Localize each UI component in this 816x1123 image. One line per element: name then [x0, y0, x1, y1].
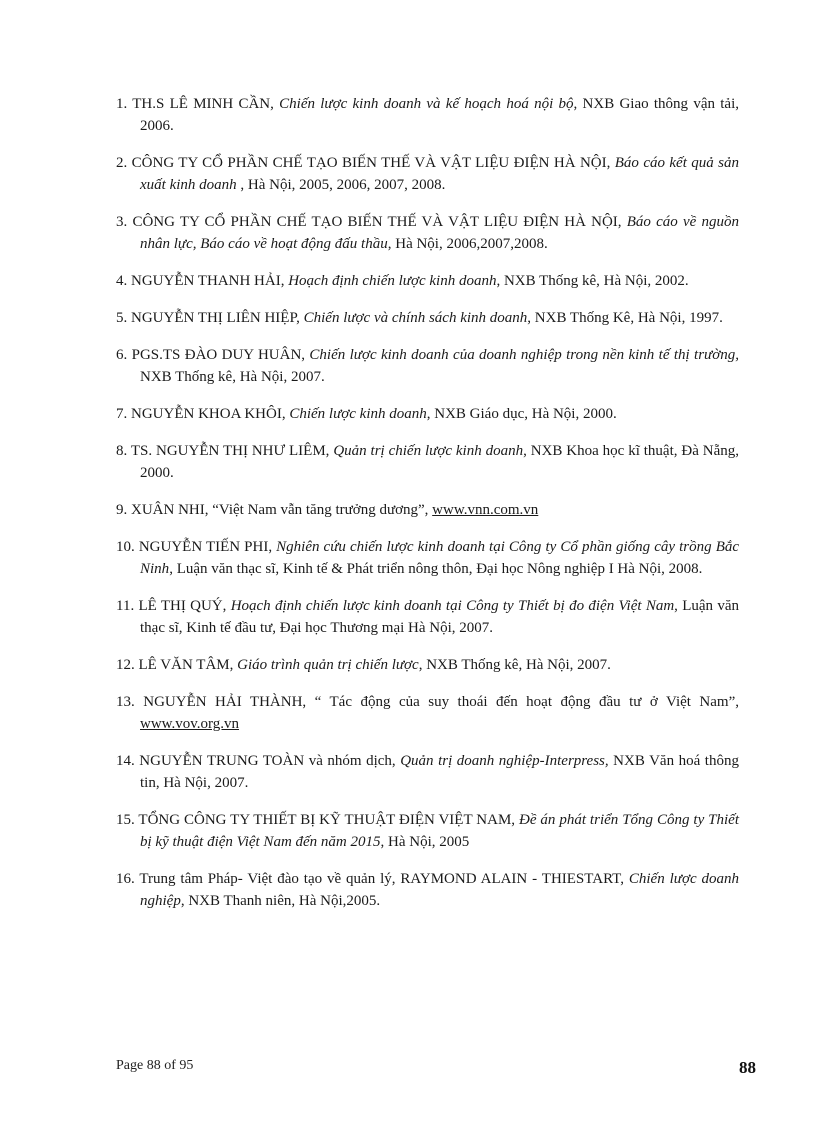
reference-title: Giáo trình quản trị chiến lược: [237, 657, 419, 673]
reference-item: [116, 344, 739, 388]
reference-number: 14.: [116, 753, 135, 769]
page-footer-label: Page 88 of 95: [116, 1058, 194, 1073]
reference-item: [116, 809, 739, 853]
reference-author: PGS.TS ĐÀO DUY HUÂN,: [131, 347, 310, 363]
reference-author: TỔNG CÔNG TY THIẾT BỊ KỸ THUẬT ĐIỆN VIỆT NAM,: [138, 812, 519, 828]
reference-author: CÔNG TY CỔ PHẦN CHẾ TẠO BIẾN THẾ VÀ VẬT LIỆU ĐIỆN HÀ NỘI,: [131, 155, 615, 171]
reference-link[interactable]: www.vov.org.vn: [140, 716, 240, 732]
reference-number: 15.: [116, 812, 135, 828]
reference-title: Chiến lược doanh nghiệp: [140, 871, 740, 909]
reference-publisher: , Luận văn thạc sĩ, Kinh tế & Phát triển nông thôn, Đại học Nông nghiệp I Hà Nội, 2008.: [169, 561, 703, 577]
reference-title: Quản trị doanh nghiệp-Interpress,: [400, 753, 609, 769]
reference-link[interactable]: www.vnn.com.vn: [432, 502, 539, 518]
reference-title: Chiến lược kinh doanh: [289, 406, 427, 422]
reference-author: LÊ THỊ QUÝ,: [138, 598, 231, 614]
reference-item: [116, 270, 739, 292]
reference-author: TS. NGUYỄN THỊ NHƯ LIÊM,: [130, 443, 334, 459]
reference-author: NGUYỄN THANH HẢI,: [131, 273, 289, 289]
reference-author: NGUYỄN HẢI THÀNH, “ Tác động của suy thoái đến hoạt động đầu tư ở Việt Nam”,: [143, 694, 739, 710]
reference-author: Trung tâm Pháp- Việt đào tạo về quản lý, RAYMOND ALAIN - THIESTART,: [139, 871, 629, 887]
reference-number: 10.: [116, 539, 135, 555]
reference-publisher: , NXB Giao thông vận tải, 2006.: [140, 96, 739, 134]
reference-publisher: , Hà Nội, 2006,2007,2008.: [387, 236, 548, 252]
reference-item: [116, 750, 739, 794]
reference-publisher: , NXB Thanh niên, Hà Nội,2005.: [180, 893, 381, 909]
reference-item: [116, 868, 739, 912]
reference-title: Quản trị chiến lược kinh doanh: [333, 443, 524, 459]
reference-item: [116, 211, 739, 255]
reference-title: Hoạch định chiến lược kinh doanh: [288, 273, 497, 289]
reference-publisher: , Luận văn thạc sĩ, Kinh tế đầu tư, Đại học Thương mại Hà Nội, 2007.: [140, 598, 739, 636]
reference-publisher: , NXB Giáo dục, Hà Nội, 2000.: [426, 406, 617, 422]
reference-item: [116, 499, 739, 521]
reference-title: Chiến lược và chính sách kinh doanh: [303, 310, 528, 326]
reference-number: 13.: [116, 694, 135, 710]
reference-item: [116, 307, 739, 329]
reference-number: 8.: [116, 443, 128, 459]
reference-title: Báo cáo về nguồn nhân lực, Báo cáo về hoạt động đấu thầu: [140, 214, 739, 252]
reference-number: 1.: [116, 96, 128, 112]
reference-publisher: , Hà Nội, 2005, 2006, 2007, 2008.: [236, 177, 446, 193]
reference-number: 7.: [116, 406, 128, 422]
reference-list: [116, 93, 739, 927]
reference-item: [116, 403, 739, 425]
page-number: 88: [739, 1058, 756, 1077]
reference-publisher: NXB Văn hoá thông tin, Hà Nội, 2007.: [140, 753, 739, 791]
reference-title: Chiến lược kinh doanh của doanh nghiệp trong nền kinh tế thị trường,: [309, 347, 739, 363]
reference-number: 5.: [116, 310, 128, 326]
reference-title: Báo cáo kết quả sản xuất kinh doanh: [140, 155, 740, 193]
reference-title: Chiến lược kinh doanh và kế hoạch hoá nội bộ: [279, 96, 574, 112]
reference-number: 4.: [116, 273, 128, 289]
reference-title: Nghiên cứu chiến lược kinh doanh tại Công ty Cổ phần giống cây trồng Bắc Ninh: [140, 539, 740, 577]
reference-author: LÊ VĂN TÂM,: [138, 657, 238, 673]
reference-item: [116, 93, 739, 137]
reference-number: 3.: [116, 214, 128, 230]
reference-title: Hoạch định chiến lược kinh doanh tại Công ty Thiết bị đo điện Việt Nam: [230, 598, 675, 614]
reference-author: TH.S LÊ MINH CẦN,: [132, 96, 280, 112]
reference-author: XUÂN NHI, “Việt Nam vẫn tăng trưởng dương”,: [131, 502, 433, 518]
reference-author: NGUYỄN TIẾN PHI,: [138, 539, 277, 555]
reference-publisher: , NXB Thống kê, Hà Nội, 2007.: [418, 657, 611, 673]
reference-number: 9.: [116, 502, 128, 518]
reference-item: [116, 152, 739, 196]
reference-item: [116, 654, 739, 676]
reference-number: 2.: [116, 155, 128, 171]
reference-author: NGUYỄN KHOA KHÔI,: [131, 406, 290, 422]
reference-author: NGUYỄN TRUNG TOÀN và nhóm dịch,: [139, 753, 401, 769]
reference-number: 12.: [116, 657, 135, 673]
reference-publisher: , NXB Thống Kê, Hà Nội, 1997.: [527, 310, 723, 326]
reference-publisher: , Hà Nội, 2005: [380, 834, 470, 850]
reference-number: 16.: [116, 871, 135, 887]
reference-item: [116, 595, 739, 639]
reference-title: Đề án phát triển Tổng Công ty Thiết bị kỹ thuật điện Việt Nam đến năm 2015: [140, 812, 739, 850]
reference-author: CÔNG TY CỔ PHẦN CHẾ TẠO BIẾN THẾ VÀ VẬT LIỆU ĐIỆN HÀ NỘI,: [132, 214, 627, 230]
reference-publisher: , NXB Khoa học kĩ thuật, Đà Nẵng, 2000.: [140, 443, 740, 481]
reference-number: 11.: [116, 598, 135, 614]
reference-publisher: NXB Thống kê, Hà Nội, 2007.: [140, 369, 325, 385]
reference-publisher: , NXB Thống kê, Hà Nội, 2002.: [496, 273, 689, 289]
reference-item: [116, 691, 739, 735]
reference-item: [116, 536, 739, 580]
reference-author: NGUYỄN THỊ LIÊN HIỆP,: [131, 310, 304, 326]
reference-number: 6.: [116, 347, 128, 363]
reference-item: [116, 440, 739, 484]
